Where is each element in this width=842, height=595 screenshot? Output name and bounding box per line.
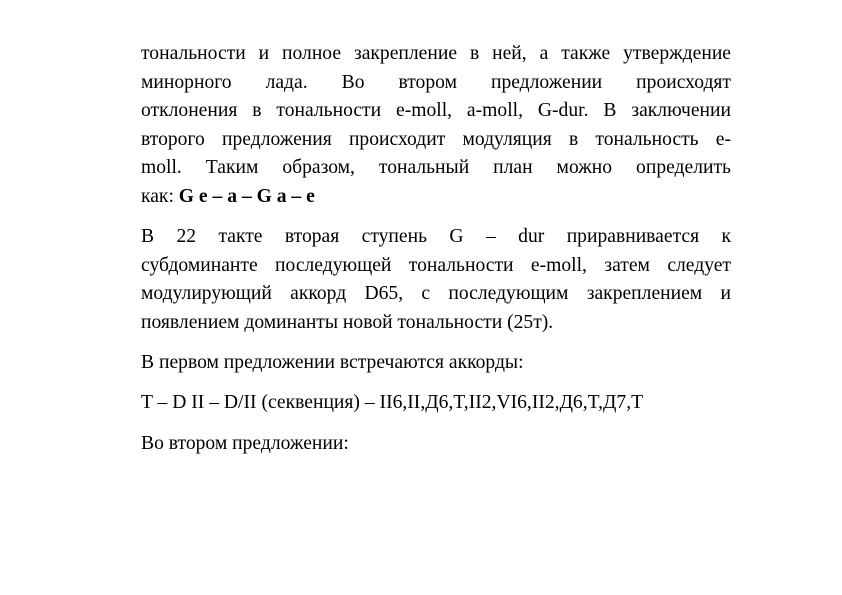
paragraph-tonal-plan (141, 40, 731, 212)
paragraph-chord-sequence (141, 389, 731, 418)
text-line: появлением доминанты новой тональности (25т). (141, 311, 554, 333)
text-line: минорного лада. Во втором предложении происходят (141, 71, 731, 93)
text-body (141, 40, 731, 458)
text-line: субдоминанте последующей тональности e-moll, затем следует (141, 254, 731, 276)
text-line: тональности и полное закрепление в ней, а также утверждение (141, 43, 731, 64)
text-line: Во втором предложении: (141, 432, 349, 454)
text-line: moll. Таким образом, тональный план можно определить (141, 157, 731, 179)
text-line: отклонения в тональности e-moll, a-moll, G-dur. В заключении (141, 100, 731, 122)
text-line: В 22 такте вторая ступень G – dur приравнивается к (141, 226, 731, 248)
text-line: второго предложения происходит модуляция в тональность e- (141, 128, 731, 150)
paragraph-first-sentence-chords (141, 349, 731, 378)
text-line: T – D II – D/II (секвенция) – II6,II,Д6,T,II2,VI6,II2,Д6,T,Д7,T (141, 392, 644, 414)
paragraph-second-sentence (141, 430, 731, 459)
paragraph-modulation (141, 223, 731, 337)
text-line: модулирующий аккорд D65, с последующим закреплением и (141, 283, 731, 305)
plan-prefix: как: (141, 185, 179, 207)
tonal-plan-formula: G e – a – G a – e (178, 185, 315, 207)
text-line (141, 183, 731, 212)
text-line: В первом предложении встречаются аккорды: (141, 352, 524, 374)
